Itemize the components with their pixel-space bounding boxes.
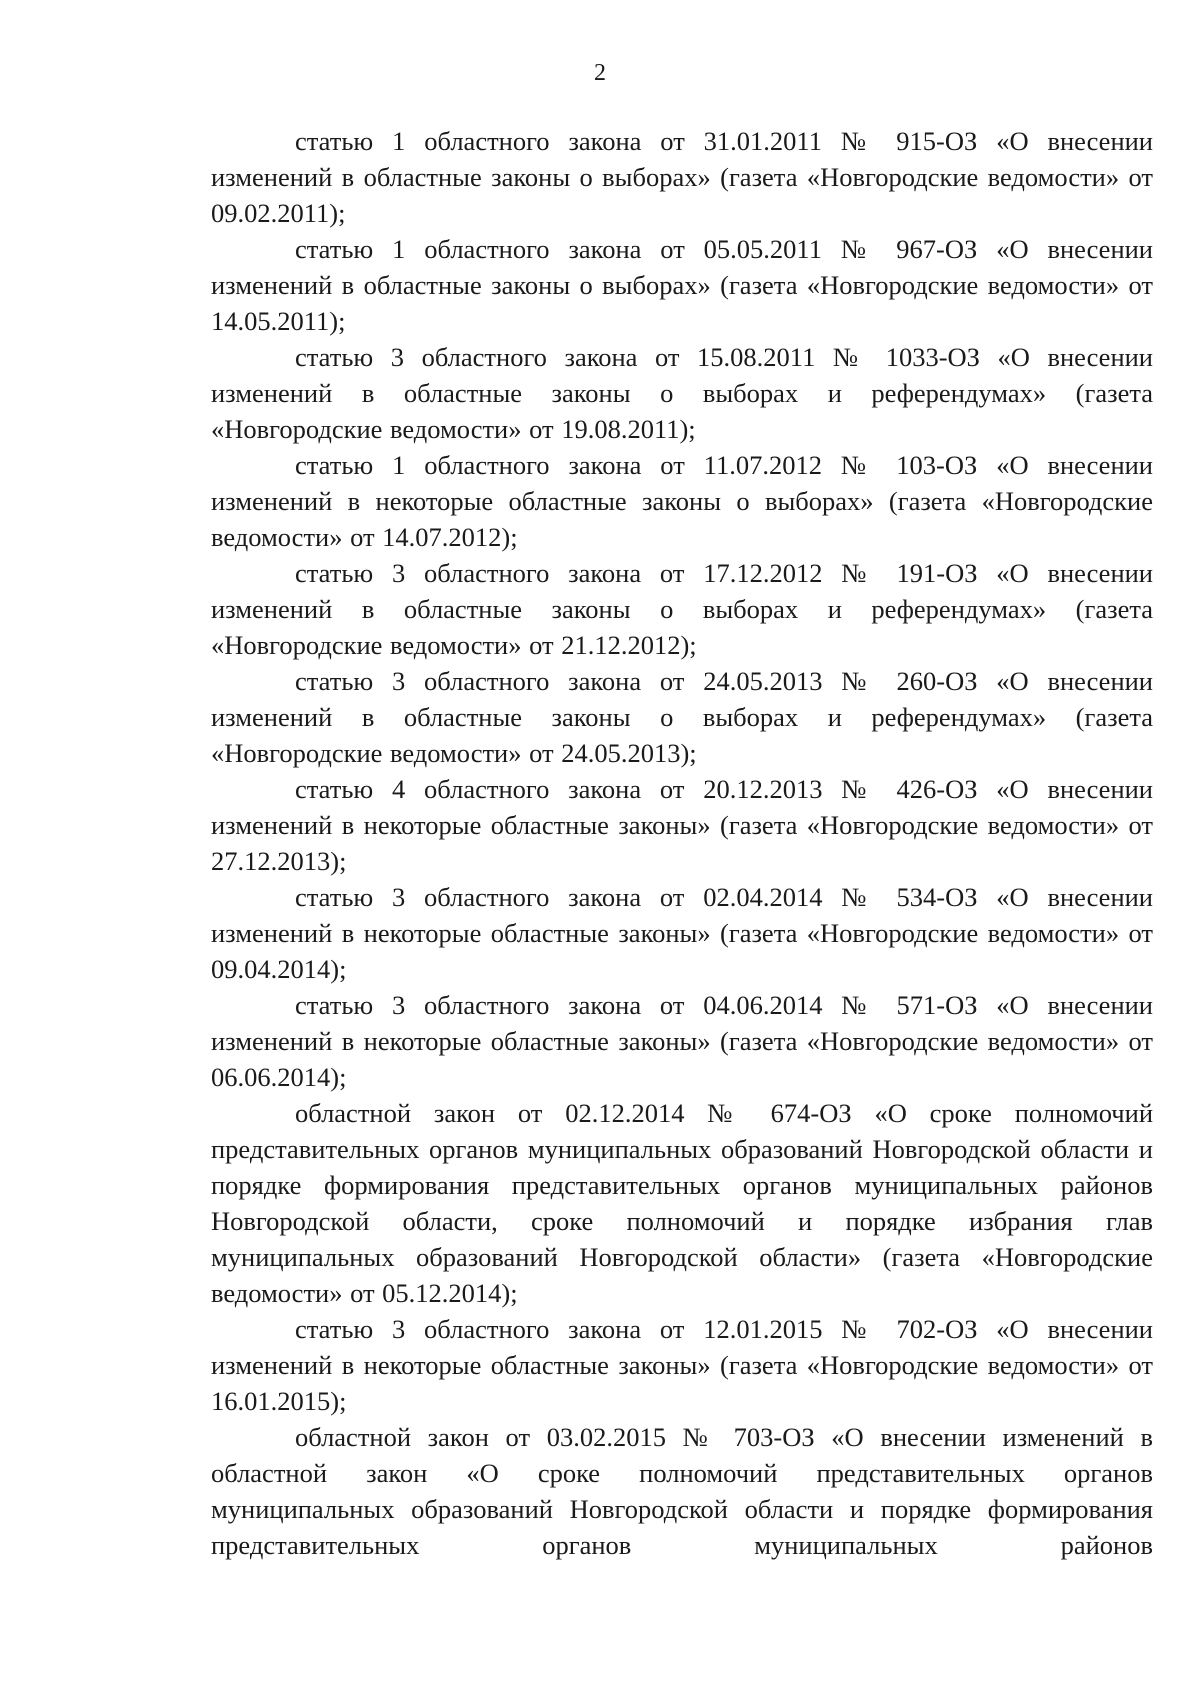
paragraph-law-915: статью 1 областного закона от 31.01.2011 № 915-ОЗ «О внесении изменений в областные законы о выборах» (газета «Новгородские ведомости» от 09.02.2011); <box>211 126 1153 228</box>
document-body <box>211 123 1153 1563</box>
paragraph-law-967: статью 1 областного закона от 05.05.2011 № 967-ОЗ «О внесении изменений в областные законы о выборах» (газета «Новгородские ведомости» от 14.05.2011); <box>211 234 1153 336</box>
paragraph-law-260: статью 3 областного закона от 24.05.2013 № 260-ОЗ «О внесении изменений в областные законы о выборах и референдумах» (газета «Новгородские ведомости» от 24.05.2013); <box>211 666 1153 768</box>
paragraph-law-674: областной закон от 02.12.2014 № 674-ОЗ «О сроке полномочий представительных органов муниципальных образований Новгородской области и порядке формирования представительных органов муниципальных районов Новгородской области, сроке полномочий и порядке избрания глав муниципальных образований Новгородской области» (газета «Новгородские ведомости» от 05.12.2014); <box>211 1098 1153 1308</box>
page-number: 2 <box>594 60 606 86</box>
paragraph-law-103: статью 1 областного закона от 11.07.2012 № 103-ОЗ «О внесении изменений в некоторые областные законы о выборах» (газета «Новгородские ведомости» от 14.07.2012); <box>211 450 1153 552</box>
paragraph-law-571: статью 3 областного закона от 04.06.2014 № 571-ОЗ «О внесении изменений в некоторые областные законы» (газета «Новгородские ведомости» от 06.06.2014); <box>211 990 1153 1092</box>
paragraph-law-426: статью 4 областного закона от 20.12.2013 № 426-ОЗ «О внесении изменений в некоторые областные законы» (газета «Новгородские ведомости» от 27.12.2013); <box>211 774 1153 876</box>
paragraph-law-1033: статью 3 областного закона от 15.08.2011 № 1033-ОЗ «О внесении изменений в областные законы о выборах и референдумах» (газета «Новгородские ведомости» от 19.08.2011); <box>211 342 1153 444</box>
paragraph-law-534: статью 3 областного закона от 02.04.2014 № 534-ОЗ «О внесении изменений в некоторые областные законы» (газета «Новгородские ведомости» от 09.04.2014); <box>211 882 1153 984</box>
paragraph-law-191: статью 3 областного закона от 17.12.2012 № 191-ОЗ «О внесении изменений в областные законы о выборах и референдумах» (газета «Новгородские ведомости» от 21.12.2012); <box>211 558 1153 660</box>
paragraph-law-702: статью 3 областного закона от 12.01.2015 № 702-ОЗ «О внесении изменений в некоторые областные законы» (газета «Новгородские ведомости» от 16.01.2015); <box>211 1314 1153 1416</box>
paragraph-law-703: областной закон от 03.02.2015 № 703-ОЗ «О внесении изменений в областной закон «О сроке полномочий представительных органов муниципальных образований Новгородской области и порядке формирования представительных органов муниципальных районов <box>211 1422 1153 1560</box>
